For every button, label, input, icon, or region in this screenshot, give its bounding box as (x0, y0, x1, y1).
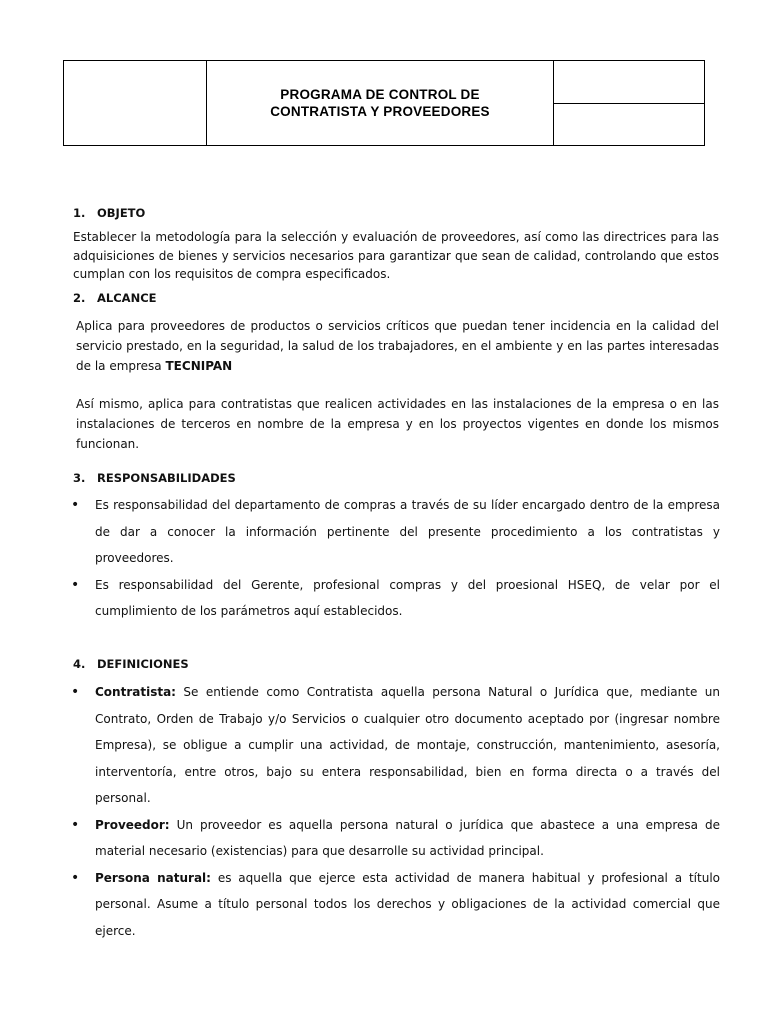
definition-term: Contratista: (95, 685, 176, 699)
list-item (66, 492, 720, 572)
title-line-2: CONTRATISTA Y PROVEEDORES (270, 104, 490, 119)
bullet-icon: • (71, 869, 80, 886)
definition-text: Se entiende como Contratista aquella persona Natural o Jurídica que, mediante un Contrato, Orden de Trabajo y/o Servicios o cualquier otro documento aceptado por (ingresar nombre Empresa), se obligue a cumplir una actividad, de montaje, construcción, mantenimiento, asesoría, interventoría, entre otros, bajo su entera responsabilidad, bien en forma directa o a través del personal. (95, 685, 720, 805)
section-heading-definiciones (73, 657, 189, 671)
alcance-paragraph-2: Así mismo, aplica para contratistas que realicen actividades en las instalaciones de la empresa o en las instalaciones de terceros en nombre de la empresa y en los proyectos vigentes en donde los mismos funcionan. (76, 397, 719, 451)
list-item (66, 679, 720, 812)
objeto-paragraph: Establecer la metodología para la selección y evaluación de proveedores, así como las directrices para las adquisiciones de bienes y servicios necesarios para garantizar que sean de calidad, controlando que estos cumplan con los requisitos de compra especificados. (73, 230, 719, 281)
section-heading-alcance (73, 291, 157, 305)
list-item (66, 572, 720, 625)
section-heading-responsabilidades (73, 471, 236, 485)
document-header-table (63, 60, 705, 146)
bullet-icon: • (71, 497, 80, 513)
definition-text: Un proveedor es aquella persona natural o jurídica que abastece a una empresa de material necesario (existencias) para que desarrolle su actividad principal. (95, 817, 720, 858)
header-info-cell-bottom (554, 104, 704, 145)
list-item (66, 812, 720, 865)
header-info-cell-top (554, 61, 704, 104)
list-item (66, 865, 720, 945)
alcance-text: Aplica para proveedores de productos o servicios críticos que puedan tener incidencia en la calidad del servicio prestado, en la seguridad, la salud de los trabajadores, en el ambiente y en las partes interesadas de la empresa (76, 319, 719, 373)
section-number: 1. (73, 206, 86, 220)
company-name: TECNIPAN (165, 359, 233, 373)
section-number: 2. (73, 291, 86, 305)
bullet-icon: • (71, 576, 80, 593)
bullet-icon: • (71, 816, 80, 833)
definition-term: Proveedor: (95, 817, 170, 832)
section-heading-objeto (73, 206, 145, 220)
bullet-icon: • (71, 684, 80, 700)
section-title: DEFINICIONES (97, 657, 189, 671)
list-item-text: Es responsabilidad del departamento de compras a través de su líder encargado dentro de la empresa de dar a conocer la información pertinente del presente procedimiento a los contratistas y proveedores. (95, 498, 720, 565)
section-title: OBJETO (97, 206, 146, 220)
title-line-1: PROGRAMA DE CONTROL DE (280, 87, 480, 102)
section-title: ALCANCE (97, 291, 157, 305)
header-info-cells (554, 61, 704, 145)
list-item-text: Es responsabilidad del Gerente, profesional compras y del proesional HSEQ, de velar por el cumplimiento de los parámetros aquí establecidos. (95, 577, 720, 618)
definition-term: Persona natural: (95, 870, 211, 885)
definiciones-list (66, 679, 720, 944)
section-number: 4. (73, 657, 86, 671)
logo-cell (64, 61, 207, 145)
alcance-paragraph-1 (76, 316, 719, 376)
section-title: RESPONSABILIDADES (97, 471, 236, 485)
definition-text: es aquella que ejerce esta actividad de manera habitual y profesional a título personal. Asume a título personal todos los derechos y obligaciones de la actividad comercial que ejerce. (95, 870, 720, 938)
document-title (207, 61, 554, 145)
responsabilidades-list (66, 492, 720, 625)
section-number: 3. (73, 471, 86, 485)
